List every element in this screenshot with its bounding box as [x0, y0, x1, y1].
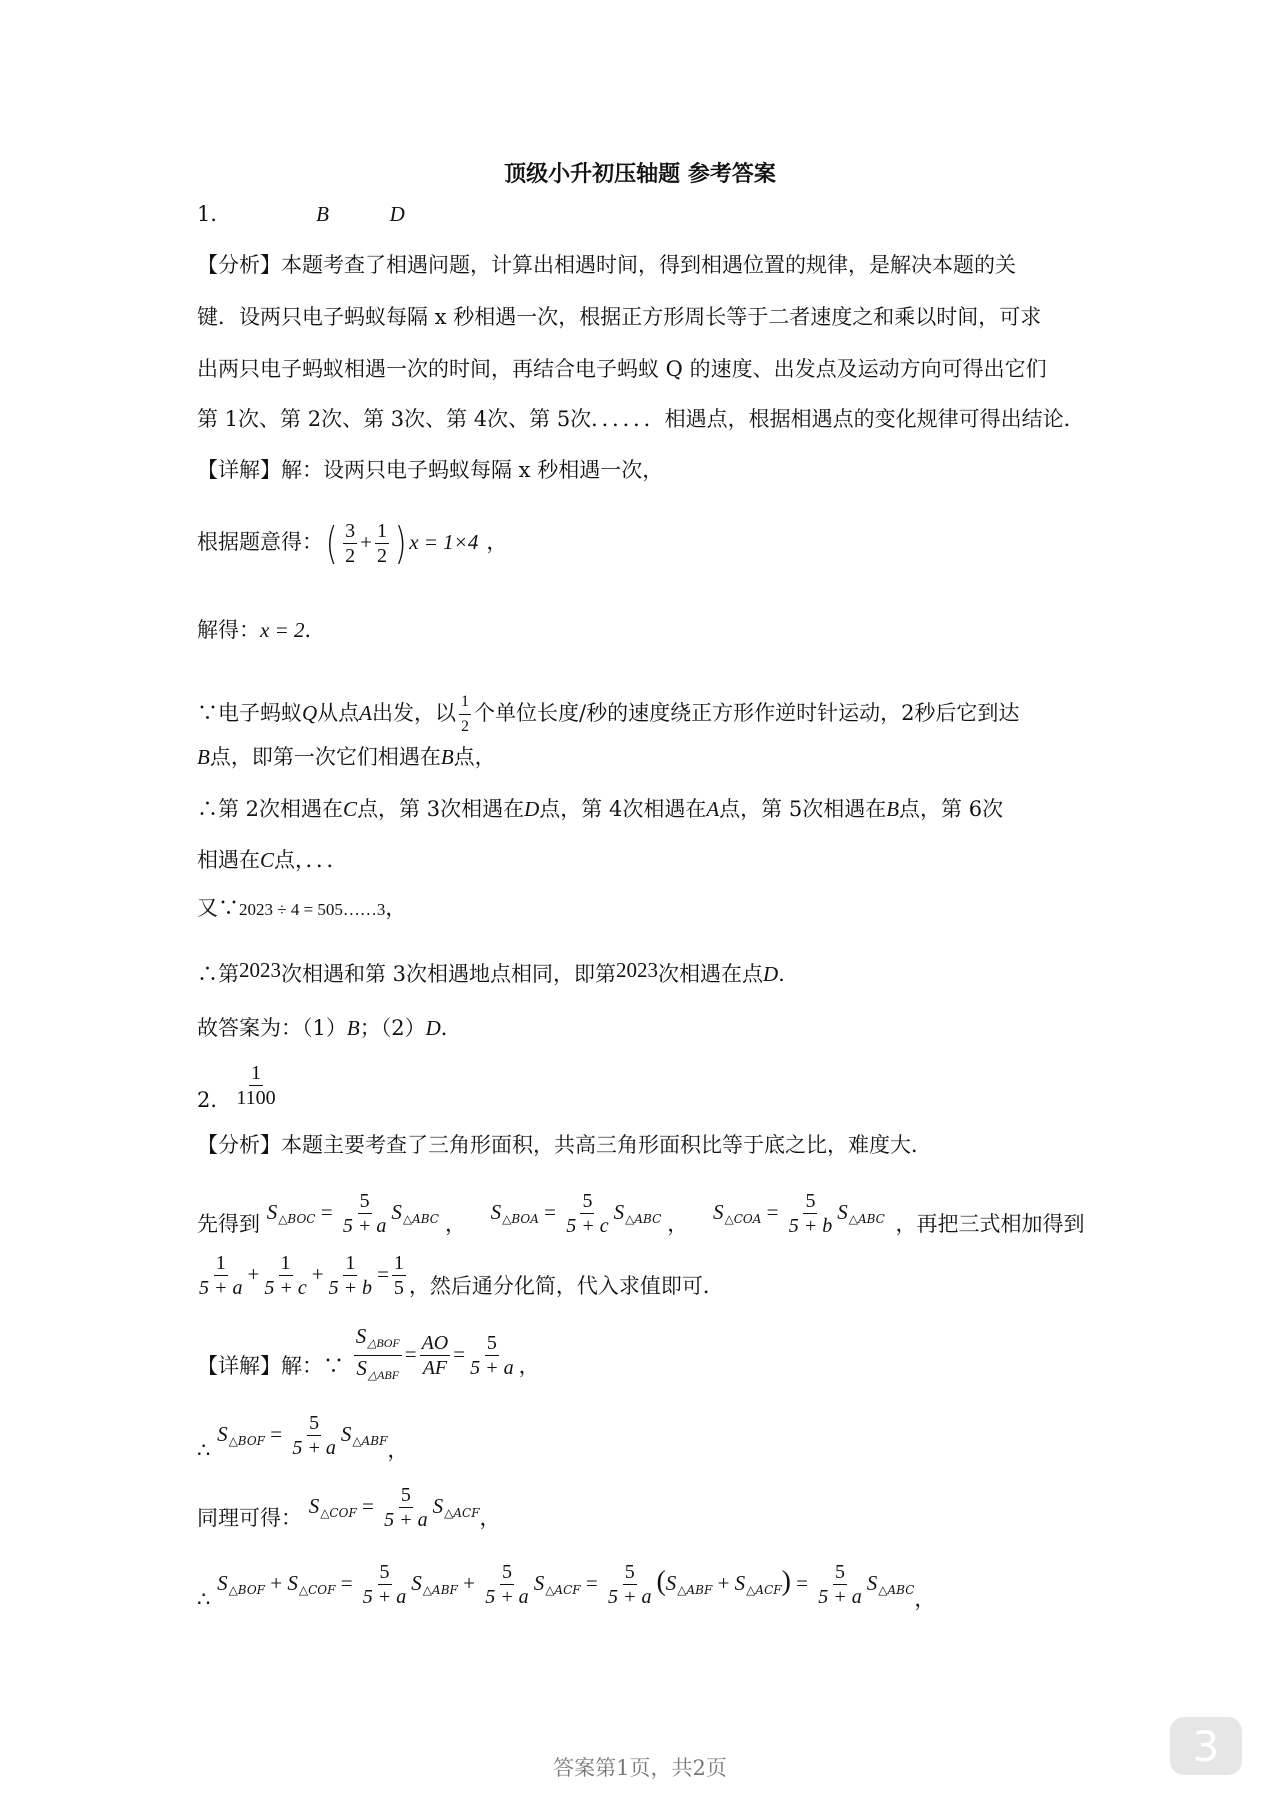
q1-equation-2: 解得：x = 2．: [197, 618, 326, 642]
fraction: $\frac{1}{5}$: [393, 1252, 404, 1299]
page-footer: 答案第1页，共2页: [553, 1756, 727, 1780]
q2-similarly-line: 同理可得： $S_{\triangle COF}$ = $\frac{5}{5 + a}$ $S_{\triangle ACF}$，: [197, 1484, 501, 1531]
q1-analysis-line-4: 第 1次、第 2次、第 3次、第 4次、第 5次．．．．．．相遇点，根据相遇点的变化规律可得出结论．: [197, 407, 1085, 431]
fraction: $\frac{5}{5 + a}$: [384, 1484, 428, 1531]
q2-detail-tag: 【详解】: [197, 1354, 281, 1378]
q1-therefore-line-3: ∴第2023次相遇和第 3次相遇地点相同，即第2023次相遇在点D．: [197, 958, 800, 986]
q1-therefore-line-2: 相遇在C点，．．．: [197, 848, 348, 872]
q2-number: 2．: [197, 1088, 232, 1112]
q1-number: 1．: [197, 202, 232, 226]
fraction: $\frac{5}{5 + c}$: [566, 1190, 609, 1237]
q1-equation-1: 根据题意得：( $\frac{3}{2}$ + $\frac{1}{2}$ ) x = 1×4 ，: [197, 517, 508, 569]
fraction: $\frac{5}{5 + a}$: [607, 1561, 652, 1608]
fraction: $\frac{5}{5 + a}$: [485, 1561, 529, 1608]
q1-answer-line: [197, 199, 405, 229]
fraction: $\frac{5}{5 + b}$: [788, 1190, 833, 1237]
q1-detail-tag: 【详解】: [197, 458, 281, 482]
fraction: $\frac{5}{5 + a}$: [470, 1332, 514, 1379]
q1-analysis-line-2: 键．设两只电子蚂蚁每隔 x 秒相遇一次，根据正方形周长等于二者速度之和乘以时间，可求: [197, 305, 1042, 329]
q2-sum-line: $\frac{1}{5 + a}$ + $\frac{1}{5 + c}$ + $\frac{1}{5 + b}$ = $\frac{1}{5}$ ，然后通分化简，代入求值即可．: [199, 1252, 724, 1299]
fraction: $\frac{1}{5 + b}$: [328, 1252, 373, 1299]
q2-detail-line: 【详解】解：∵ $\frac{S_{\triangle BOF}}{S_{\triangle ABF}}$ = $\frac{AO}{AF}$ = $\frac{5}{5 + a}$ ，: [197, 1318, 540, 1402]
page-title: 顶级小升初压轴题 参考答案: [504, 161, 776, 187]
fraction: $\frac{5}{5 + a}$: [342, 1190, 387, 1237]
q2-first-line: 先得到 $S_{\triangle BOC}$ = $\frac{5}{5 + a}$ $S_{\triangle ABC}$ ， $S_{\triangle BOA}$ = $\frac{5}{5 + c}$ $S_{\triangle ABC}$ ， $S_{\triangle COA}$ = $\frac{5}{5 + b}$ $S_{\triangle ABC}$ ，再把三式相加得到: [197, 1190, 1085, 1237]
fraction: $\frac{AO}{AF}$: [421, 1332, 449, 1379]
q2-therefore-line-1: ∴ $S_{\triangle BOF}$ = $\frac{5}{5 + a}$ $S_{\triangle ABF}$，: [197, 1412, 409, 1462]
q2-answer-fraction: $\frac{1}{1100}$: [236, 1062, 276, 1109]
fraction: $\frac{1}{2}$: [377, 520, 388, 567]
q1-since-line-2: B点，即第一次它们相遇在B点，: [197, 745, 496, 769]
fraction: $\frac{5}{5 + a}$: [362, 1561, 407, 1608]
q1-since-line: ∵电子蚂蚁Q从点A出发，以 $\frac{1}{2}$ 个单位长度/秒的速度绕正方形作逆时针运动，2秒后它到达: [197, 685, 1019, 741]
q1-final-answer: 故答案为：（1）B；（2）D．: [197, 1016, 462, 1040]
q1-answer-2: D: [389, 202, 405, 226]
fraction: $\frac{1}{5 + a}$: [199, 1252, 243, 1299]
fraction: $\frac{S_{\triangle BOF}}{S_{\triangle ABF}}$: [355, 1324, 400, 1382]
q1-answer-1: B: [316, 202, 329, 226]
q2-answer-line: [197, 1054, 281, 1130]
q2-analysis-line: 【分析】本题主要考查了三角形面积，共高三角形面积比等于底之比，难度大．: [197, 1133, 932, 1157]
q1-detail-line: 【详解】解：设两只电子蚂蚁每隔 x 秒相遇一次，: [197, 458, 664, 482]
fraction: $\frac{5}{5 + a}$: [818, 1561, 862, 1608]
fraction: $\frac{3}{2}$: [345, 520, 356, 567]
q1-analysis-line-1: 【分析】本题考查了相遇问题，计算出相遇时间，得到相遇位置的规律，是解决本题的关: [197, 253, 1016, 277]
q2-analysis-tag: 【分析】: [197, 1133, 281, 1157]
q1-analysis-tag: 【分析】: [197, 253, 281, 277]
q1-therefore-line-1: ∴第 2次相遇在C点，第 3次相遇在D点，第 4次相遇在A点，第 5次相遇在B点，第 6次: [197, 797, 1004, 821]
page-number-badge: 3: [1170, 1717, 1242, 1775]
fraction: $\frac{1}{5 + c}$: [264, 1252, 307, 1299]
fraction: $\frac{1}{2}$: [459, 690, 471, 739]
fraction: $\frac{5}{5 + a}$: [292, 1412, 336, 1459]
q1-analysis-line-3: 出两只电子蚂蚁相遇一次的时间，再结合电子蚂蚁 Q 的速度、出发点及运动方向可得出它们: [197, 357, 1047, 381]
q1-also-line: 又∵2023 ÷ 4 = 505……3，: [197, 896, 407, 920]
q2-therefore-line-2: ∴ $S_{\triangle BOF} + S_{\triangle COF}$ = $\frac{5}{5 + a}$ $S_{\triangle ABF}$ + $\frac{5}{5 + a}$ $S_{\triangle ACF}$ = $\frac{5}{5 + a}$ $(S_{\triangle ABF} + S_{\triangle ACF})$ = $\frac{5}{5 + a}$ $S_{\triangle ABC}$，: [197, 1561, 936, 1611]
